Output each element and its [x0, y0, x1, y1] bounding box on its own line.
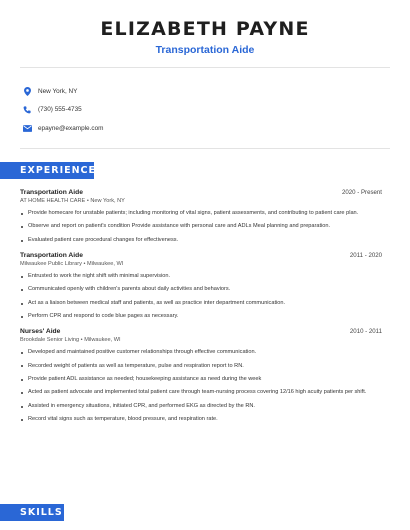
list-item: Developed and maintained positive customer relationships through effective communication. — [20, 349, 382, 357]
job-location: Milwaukee, WI — [86, 260, 124, 267]
job-dates: 2011 - 2020 — [349, 251, 382, 259]
list-item: Observe and report on patient's condition Provide assistance with personal care and ADLs Meal planning and preparation. — [20, 223, 382, 231]
section-heading-experience: EXPERIENCE — [0, 162, 94, 179]
job-company-line — [20, 261, 382, 267]
list-item: Acted as patient advocate and implemented total patient care through team-nursing process covering 12/16 high acuity patients per shift. — [20, 389, 382, 397]
job-entry — [20, 252, 382, 321]
list-item: Act as a liaison between medical staff and patients, as well as practice inter department communication. — [20, 300, 382, 308]
job-company-line — [20, 337, 382, 343]
contact-phone-text: (730) 555-4735 — [38, 106, 82, 114]
map-pin-icon — [22, 86, 32, 96]
resume-header — [0, 0, 410, 56]
candidate-name: ELIZABETH PAYNE — [100, 18, 310, 40]
job-location: Milwaukee, WI — [84, 337, 121, 344]
contact-email — [22, 119, 103, 138]
job-bullets — [20, 273, 382, 321]
job-location: New York, NY — [90, 198, 125, 204]
list-item: Record vital signs such as temperature, blood pressure, and respiration rate. — [20, 416, 382, 424]
list-item: Entrusted to work the night shift with minimal supervision. — [20, 273, 382, 281]
contact-phone — [22, 101, 103, 120]
list-item: Perform CPR and respond to code blue pages as necessary. — [20, 313, 382, 321]
divider — [20, 67, 390, 68]
job-role: Nurses' Aide — [20, 328, 61, 336]
separator-dot: • — [86, 198, 89, 204]
contact-location-text: New York, NY — [38, 87, 78, 95]
job-dates: 2010 - 2011 — [349, 328, 382, 336]
job-company: AT HOME HEALTH CARE — [20, 198, 86, 204]
job-company: Milwaukee Public Library — [20, 260, 82, 267]
separator-dot: • — [80, 337, 83, 344]
contact-list — [22, 82, 103, 138]
job-role: Transportation Aide — [20, 251, 83, 259]
list-item: Recorded weight of patients as well as temperature, pulse and respiration report to RN. — [20, 363, 382, 371]
job-entry — [20, 189, 382, 245]
job-dates: 2020 - Present — [342, 189, 382, 196]
list-item: Provide homecare for unstable patients; including monitoring of vital signs, patient assessments, and contributing to patient care plan. — [20, 210, 382, 218]
separator-dot: • — [83, 260, 86, 267]
experience-list — [20, 189, 382, 430]
job-company: Brookdale Senior Living — [20, 337, 80, 344]
list-item: Communicated openly with children's parents about daily activities and behaviors. — [20, 286, 382, 294]
job-company-line — [20, 198, 382, 204]
job-role: Transportation Aide — [20, 189, 83, 196]
contact-email-text: epayne@example.com — [38, 124, 104, 132]
job-bullets — [20, 210, 382, 245]
section-heading-skills: SKILLS — [0, 504, 64, 521]
list-item: Evaluated patient care procedural changes for effectiveness. — [20, 237, 382, 245]
candidate-title: Transportation Aide — [155, 44, 255, 56]
contact-location — [22, 82, 103, 101]
job-bullets — [20, 349, 382, 424]
list-item: Provide patient ADL assistance as needed; housekeeping assistance as need during the week — [20, 376, 382, 384]
list-item: Assisted in emergency situations, initiated CPR, and performed EKG as directed by the RN. — [20, 403, 382, 411]
phone-icon — [22, 105, 32, 115]
envelope-icon — [22, 123, 32, 133]
job-entry — [20, 328, 382, 424]
divider — [20, 148, 390, 149]
